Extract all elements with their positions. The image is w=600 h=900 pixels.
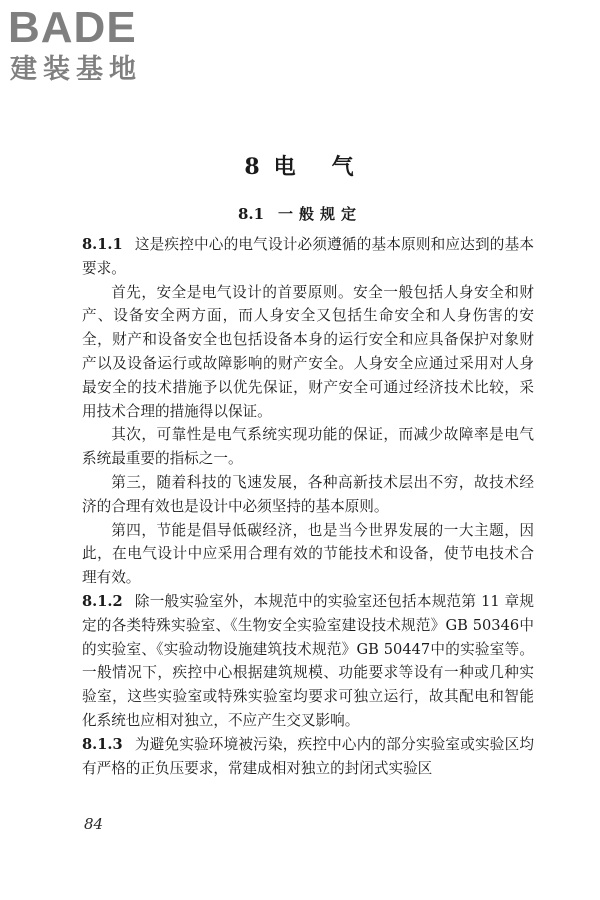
clause-text: 为避免实验环境被污染，疾控中心内的部分实验室或实验区均有严格的正负压要求，常建成相对独立的封闭式实验区 xyxy=(82,735,534,777)
paragraph: 其次，可靠性是电气系统实现功能的保证，而减少故障率是电气系统最重要的指标之一。 xyxy=(82,426,534,468)
clause-8-1-1 xyxy=(82,233,534,281)
page-number: 84 xyxy=(84,815,104,833)
paragraph: 第四，节能是倡导低碳经济，也是当今世界发展的一大主题，因此，在电气设计中应采用合理有效的节能技术和设备，使节电技术合理有效。 xyxy=(82,521,534,587)
clause-8-1-3 xyxy=(82,733,534,781)
document-body xyxy=(82,233,534,780)
clause-number: 8.1.1 xyxy=(82,236,123,253)
clause-number: 8.1.3 xyxy=(82,735,123,753)
logo xyxy=(8,4,178,88)
section-title-text: 一般规定 xyxy=(278,205,363,223)
paragraph: 首先，安全是电气设计的首要原则。安全一般包括人身安全和财产、设备安全两方面，而人身安全又包括生命安全和人身伤害的安全，财产和设备安全也包括设备本身的运行安全和应具备保护对象财产以及设备运行或故障影响的财产安全。人身安全应通过采用对人身最安全的技术措施予以优先保证，财产安全可通过经济技术比较，采用技术合理的措施得以保证。 xyxy=(82,283,534,420)
chapter-number: 8 xyxy=(244,154,262,180)
chapter-title xyxy=(0,150,600,181)
section-title xyxy=(0,203,600,224)
chapter-title-char-2: 气 xyxy=(331,154,356,180)
paragraph: 第三，随着科技的飞速发展，各种高新技术层出不穷，故技术经济的合理有效也是设计中必须坚持的基本原则。 xyxy=(82,473,534,515)
clause-8-1-2 xyxy=(82,590,534,733)
clause-text: 这是疾控中心的电气设计必须遵循的基本原则和应达到的基本要求。 xyxy=(82,236,534,277)
chapter-title-char-1: 电 xyxy=(273,154,298,180)
logo-subtitle: 建装基地 xyxy=(10,54,142,85)
section-number: 8.1 xyxy=(237,205,265,223)
logo-brand-text: BADE xyxy=(8,3,137,52)
clause-text: 除一般实验室外，本规范中的实验室还包括本规范第 11 章规定的各类特殊实验室、《生物安全实验室建设技术规范》GB 50346中的实验室、《实验动物设施建筑技术规范》GB 50447中的实验室等。一般情况下，疾控中心根据建筑规模、功能要求等设有一种或几种实验室，这些实验室或特殊实验室均要求可独立运行，故其配电和智能化系统也应相对独立，不应产生交叉影响。 xyxy=(82,592,534,729)
clause-number: 8.1.2 xyxy=(82,592,123,610)
